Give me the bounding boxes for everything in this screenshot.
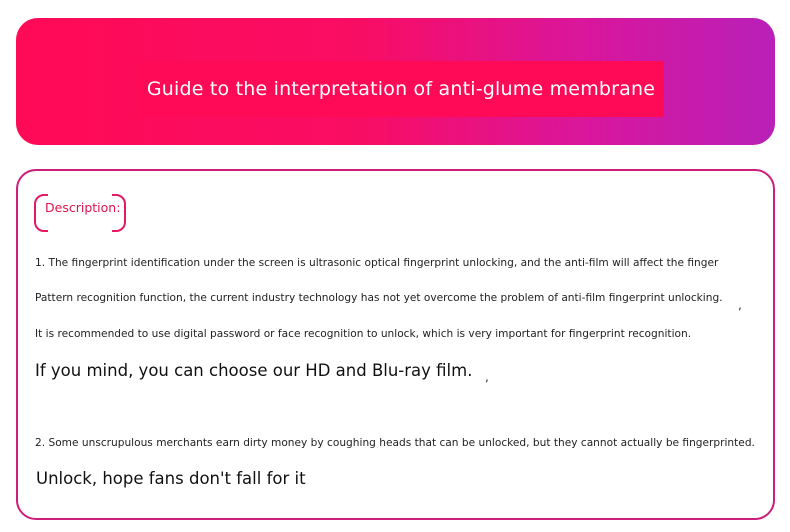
page-title: Guide to the interpretation of anti-glume membrane: [146, 78, 656, 100]
stray-mark: ,: [738, 298, 742, 312]
description-line-2: Pattern recognition function, the current industry technology has not yet overcome the problem of anti-film fingerprint unlocking.: [35, 292, 723, 304]
description-line-6: Unlock, hope fans don't fall for it: [36, 469, 306, 488]
label-border-gap-top: [48, 192, 112, 196]
description-line-5: 2. Some unscrupulous merchants earn dirty money by coughing heads that can be unlocked, but they cannot actually be fingerprinted.: [35, 437, 755, 449]
description-line-1: 1. The fingerprint identification under the screen is ultrasonic optical fingerprint unlocking, and the anti-film will affect the finger: [35, 257, 719, 269]
description-line-3: It is recommended to use digital password or face recognition to unlock, which is very important for fingerprint recognition.: [35, 328, 692, 340]
description-card: [16, 169, 775, 520]
description-label: Description:: [34, 194, 126, 232]
description-line-4: If you mind, you can choose our HD and Blu-ray film.: [35, 361, 473, 380]
stray-mark: ,: [485, 370, 489, 384]
label-border-gap-bottom: [48, 230, 112, 234]
banner-title-box: [138, 61, 664, 117]
header-banner: [16, 18, 775, 145]
